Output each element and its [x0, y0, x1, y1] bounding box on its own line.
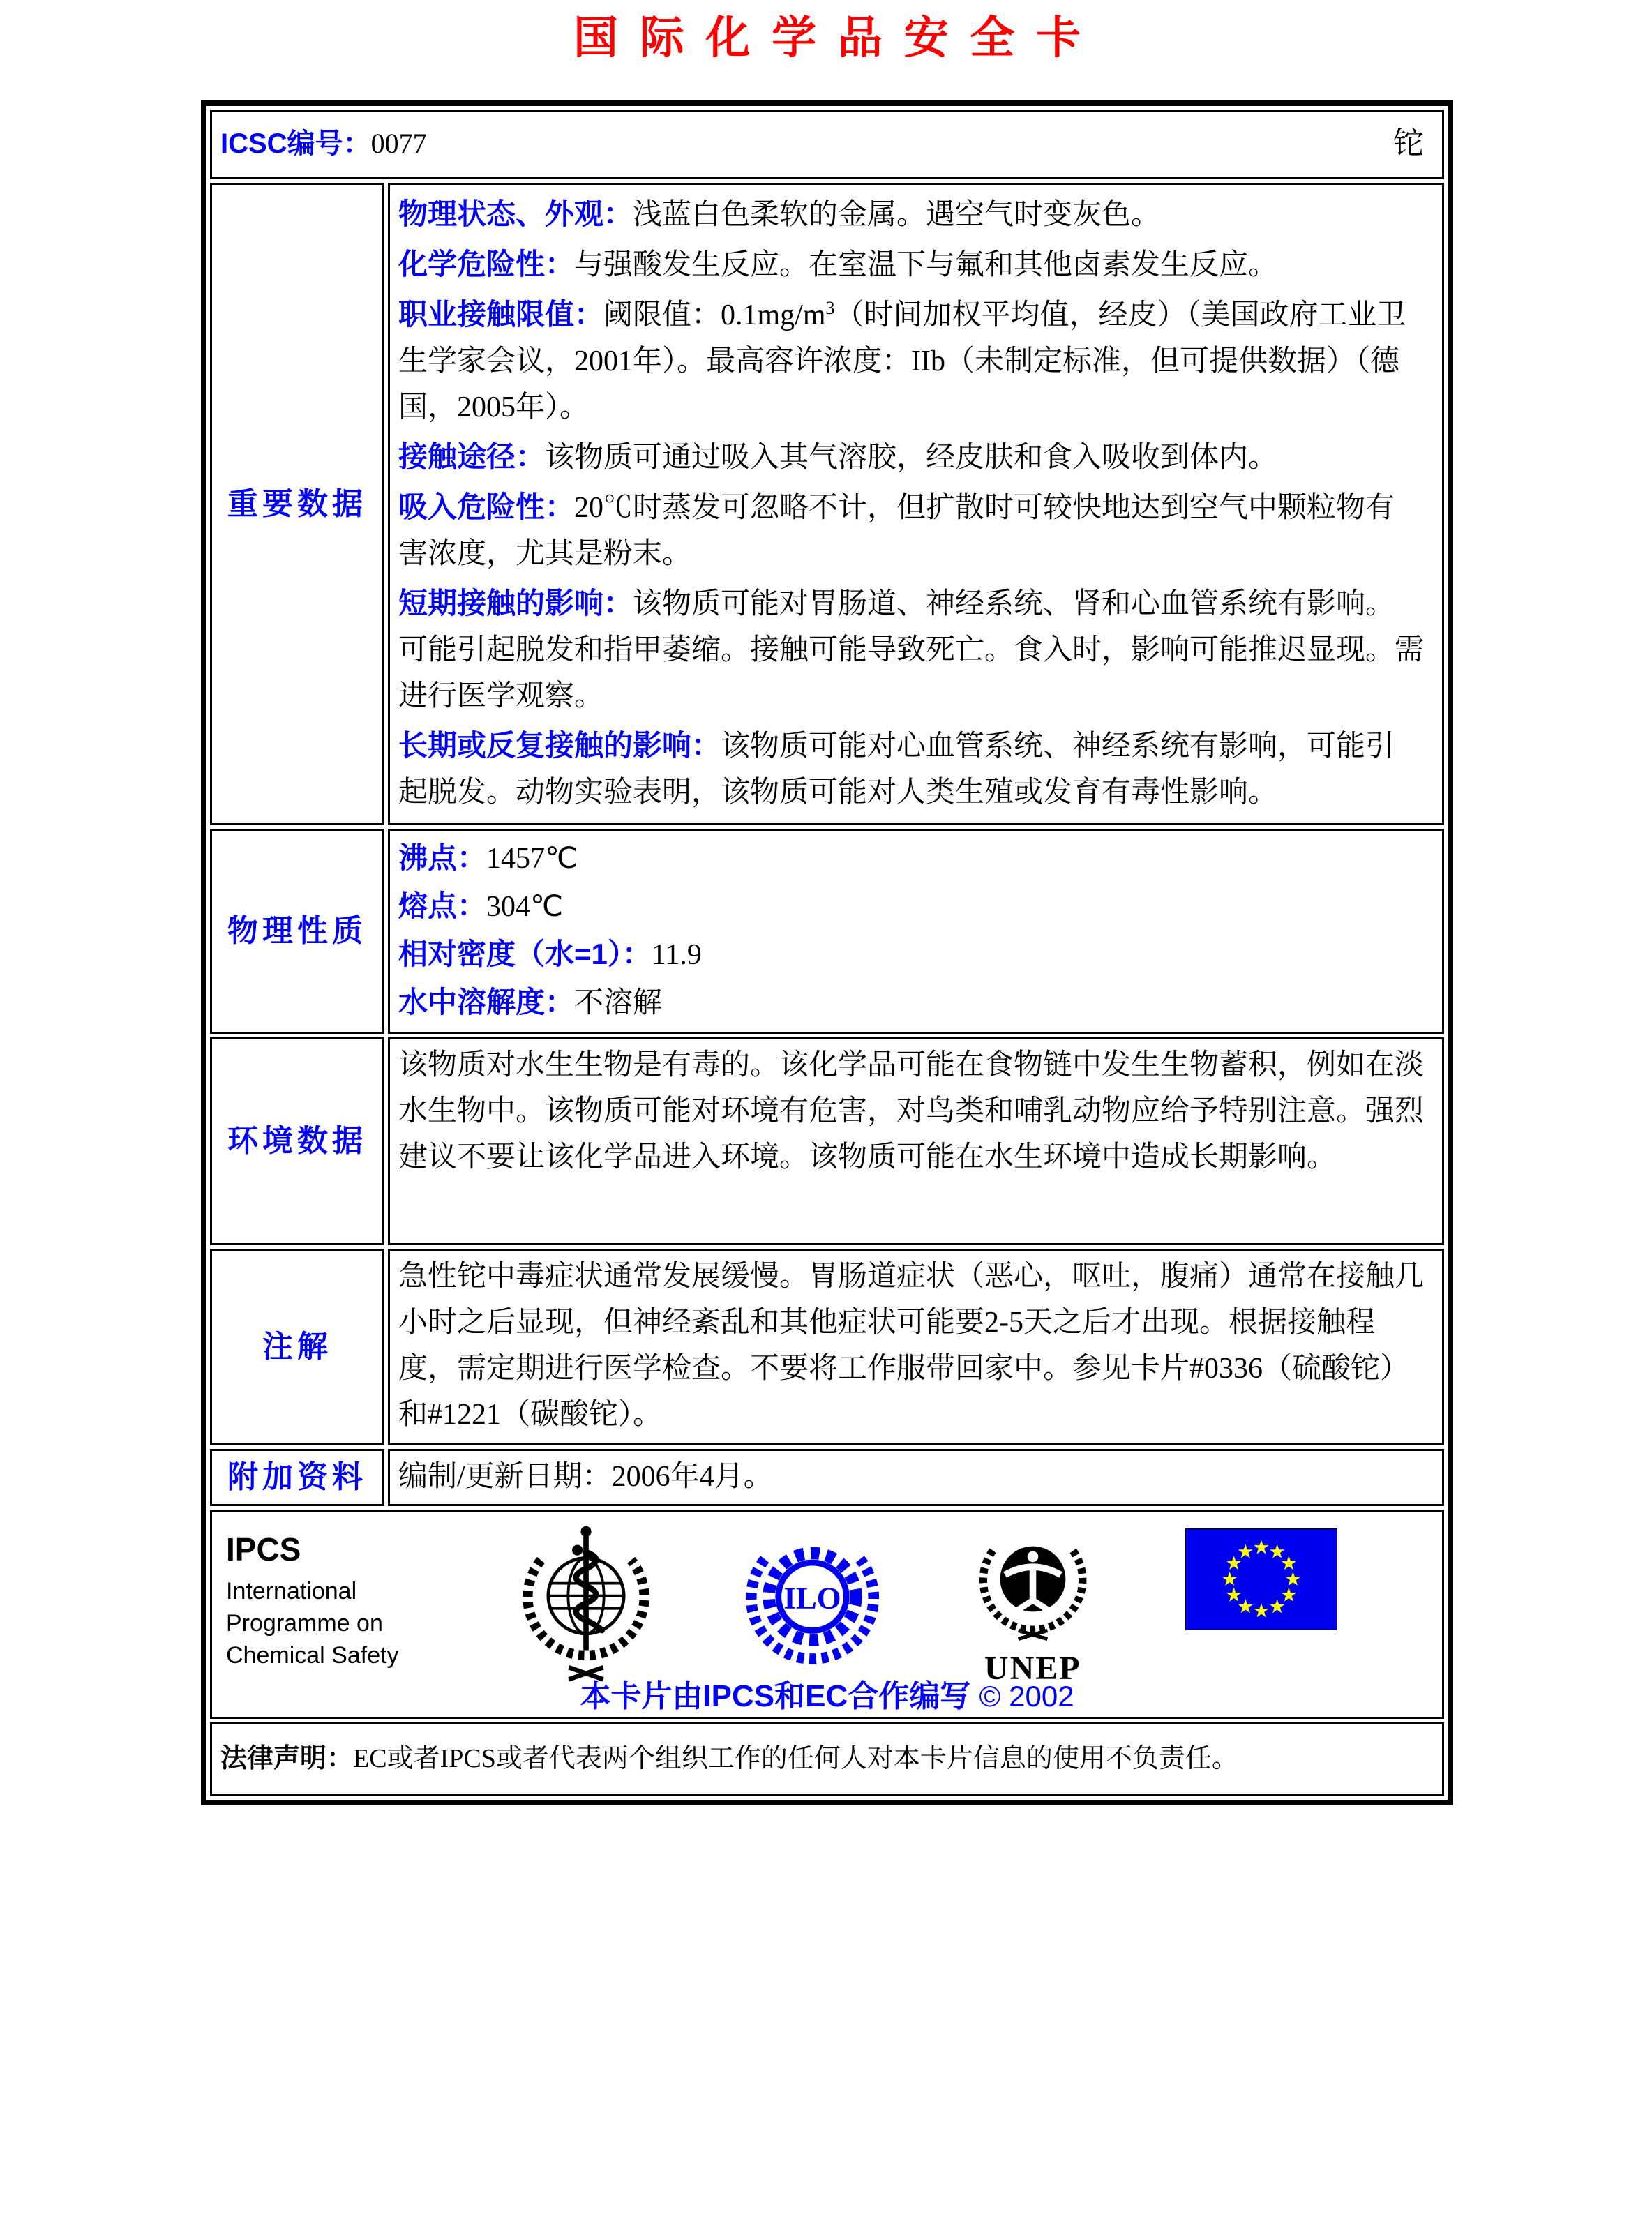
legal-row [210, 1722, 1444, 1796]
occupational-limit-item: 职业接触限值：阈限值：$0.1mg/m^3$（时间加权平均值，经皮）（美国政府工业卫生学家会议，2001年）。最高容许浓度：IIb（未制定标准，但可提供数据）（德国，2005年）。 [398, 298, 1406, 423]
physical-properties-row [210, 829, 1444, 1034]
water-solubility-item: 水中溶解度：不溶解 [398, 986, 663, 1019]
unep-label: UNEP [984, 1650, 1081, 1687]
header-cell [210, 110, 1444, 179]
credit-text: 本卡片由IPCS和EC合作编写 [580, 1679, 971, 1713]
physical-state-item: 物理状态、外观：浅蓝白色柔软的金属。遇空气时变灰色。 [398, 197, 1161, 231]
physical-properties-row-label: 物理性质 [210, 829, 384, 1034]
chemical-name: 铊 [1393, 126, 1424, 160]
icsc-number-group [220, 121, 427, 167]
legal-cell [210, 1722, 1444, 1796]
icsc-card-table [201, 100, 1453, 1805]
legal-body: EC或者IPCS或者代表两个组织工作的任何人对本卡片信息的使用不负责任。 [353, 1744, 1238, 1773]
copyright-text: © 2002 [979, 1680, 1074, 1713]
logos-row [210, 1510, 1444, 1719]
svg-text:ILO: ILO [783, 1580, 841, 1616]
credit-line [212, 1679, 1442, 1714]
additional-info-row-label: 附加资料 [210, 1449, 384, 1506]
page-title: 国际化学品安全卡 [573, 13, 1102, 63]
exposure-routes-item: 接触途径：该物质可通过吸入其气溶胶，经皮肤和食入吸收到体内。 [398, 440, 1278, 474]
short-term-effects-item: 短期接触的影响：该物质可能对胃肠道、神经系统、肾和心血管系统有影响。可能引起脱发和指甲萎缩。接触可能导致死亡。食入时，影响可能推迟显现。需进行医学观察。 [398, 587, 1425, 712]
legal-label: 法律声明： [220, 1744, 354, 1773]
important-data-content [388, 183, 1444, 825]
eu-flag-wrap [1185, 1521, 1337, 1644]
important-data-row [210, 183, 1444, 825]
ipcs-text-block: IPCS International Programme on Chemical Safety [226, 1521, 428, 1671]
additional-info-row [210, 1449, 1444, 1506]
icsc-number-label: ICSC编号： [220, 128, 371, 159]
long-term-effects-item: 长期或反复接触的影响：该物质可能对心血管系统、神经系统有影响，可能引起脱发。动物实验表明，该物质可能对人类生殖或发育有毒性影响。 [398, 729, 1395, 809]
physical-properties-content [388, 829, 1444, 1034]
ilo-emblem-icon [744, 1521, 880, 1685]
unep-emblem-icon [972, 1521, 1094, 1641]
inhalation-risk-item: 吸入危险性：20℃时蒸发可忽略不计，但扩散时可较快地达到空气中颗粒物有害浓度，尤其是粉末。 [398, 490, 1395, 570]
who-emblem-icon [520, 1521, 652, 1687]
header-row [210, 110, 1444, 179]
ipcs-acronym: IPCS [226, 1531, 301, 1567]
environmental-data-row [210, 1037, 1444, 1245]
icsc-number-value: 0077 [370, 128, 427, 159]
notes-row-label: 注解 [210, 1249, 384, 1445]
chemical-danger-item: 化学危险性：与强酸发生反应。在室温下与氟和其他卤素发生反应。 [398, 248, 1278, 281]
important-data-row-label: 重要数据 [210, 183, 384, 825]
relative-density-item: 相对密度（水=1）：11.9 [398, 938, 702, 971]
additional-info-content: 编制/更新日期：2006年4月。 [388, 1449, 1444, 1506]
environmental-data-content: 该物质对水生生物是有毒的。该化学品可能在食物链中发生生物蓄积，例如在淡水生物中。该物质可能对环境有危害，对鸟类和哺乳动物应给予特别注意。强烈建议不要让该化学品进入环境。该物质可能在水生环境中造成长期影响。 [388, 1037, 1444, 1245]
eu-flag-icon [1185, 1528, 1337, 1630]
unep-block [972, 1521, 1094, 1686]
environmental-data-row-label: 环境数据 [210, 1037, 384, 1245]
notes-content: 急性铊中毒症状通常发展缓慢。胃肠道症状（恶心，呕吐，腹痛）通常在接触几小时之后显现，但神经紊乱和其他症状可能要2-5天之后才出现。根据接触程度，需定期进行医学检查。不要将工作服带回家中。参见卡片#0336（硫酸铊）和#1221（碳酸铊）。 [388, 1249, 1444, 1445]
icsc-page [0, 10, 1652, 2233]
melting-point-item: 熔点：304℃ [398, 889, 564, 923]
notes-row [210, 1249, 1444, 1445]
logos-cell [210, 1510, 1444, 1719]
boiling-point-item: 沸点：1457℃ [398, 841, 578, 875]
